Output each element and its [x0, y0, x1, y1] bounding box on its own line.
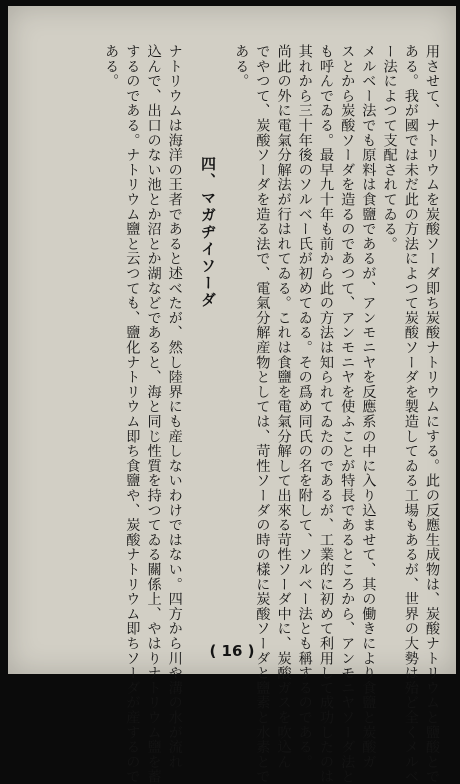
text-line: でやつて、炭酸ソーダを造る法で、電氣分解産物としては、苛性ソーダの時の樣に炭酸ソーダと鹽素と水素とで	[254, 44, 271, 784]
text-line: ある。	[103, 44, 120, 89]
text-line: も呼んでゐる。最早九十年も前から此の方法は知られてゐたのであるが、工業的に初めて利用して成功したのは	[317, 44, 334, 784]
text-line: 用させて、ナトリウムを炭酸ソーダ即ち炭酸ナトリウムにする。此の反應生成物は、炭酸ナトリウムと鹽酸とで	[424, 44, 440, 784]
text-line: 込んで、出口のない池とか沼とか湖などであると、海と同じ性質を持つてゐる關係上、やはりナトリウム鹽を蓄	[145, 44, 162, 784]
text-line: 其れから三十年後のソルベー氏が初めてゐる。その爲め同氏の名を附して、ソルベー法とも稱するのである。	[296, 44, 313, 770]
text-line: ある。我が國では未だ此の方法によつて炭酸ソーダを製造してゐる工場もあるが、世界の大勢は殆ど全くメルベ	[402, 44, 419, 784]
text-line: メルベー法でも原料は食鹽であるが、アンモニヤを反應系の中に入り込ませて、其の働きにより食鹽と炭酸ガ	[360, 44, 377, 770]
text-line: ある。	[233, 44, 250, 89]
text-line: スとから炭酸ソーダを造るのであつて、アンモニヤを使ふことが特長であるところから、アンモニヤソーダ法と	[339, 44, 356, 784]
text-line: ナトリウムは海洋の王者であると述べたが、然し陸界にも産しないわけではない。四方から川や溝の水が流れ	[166, 44, 183, 770]
text-line: 尚此の外に電氣分解法が行はれてゐる。これは食鹽を電氣分解して出來る苛性ソーダ中に、炭酸ガスを吹込ん	[275, 44, 292, 770]
text-line: ー法によつて支配されてゐる。	[381, 44, 398, 252]
page-number: ( 16 )	[209, 642, 255, 660]
section-heading: 四、マガヂイソーダ	[198, 156, 217, 309]
book-page	[8, 6, 456, 784]
text-line: するのである。ナトリウム鹽と云つても、鹽化ナトリウム即ち食鹽や、炭酸ナトリウム即ちソーダが産するので	[124, 44, 141, 784]
